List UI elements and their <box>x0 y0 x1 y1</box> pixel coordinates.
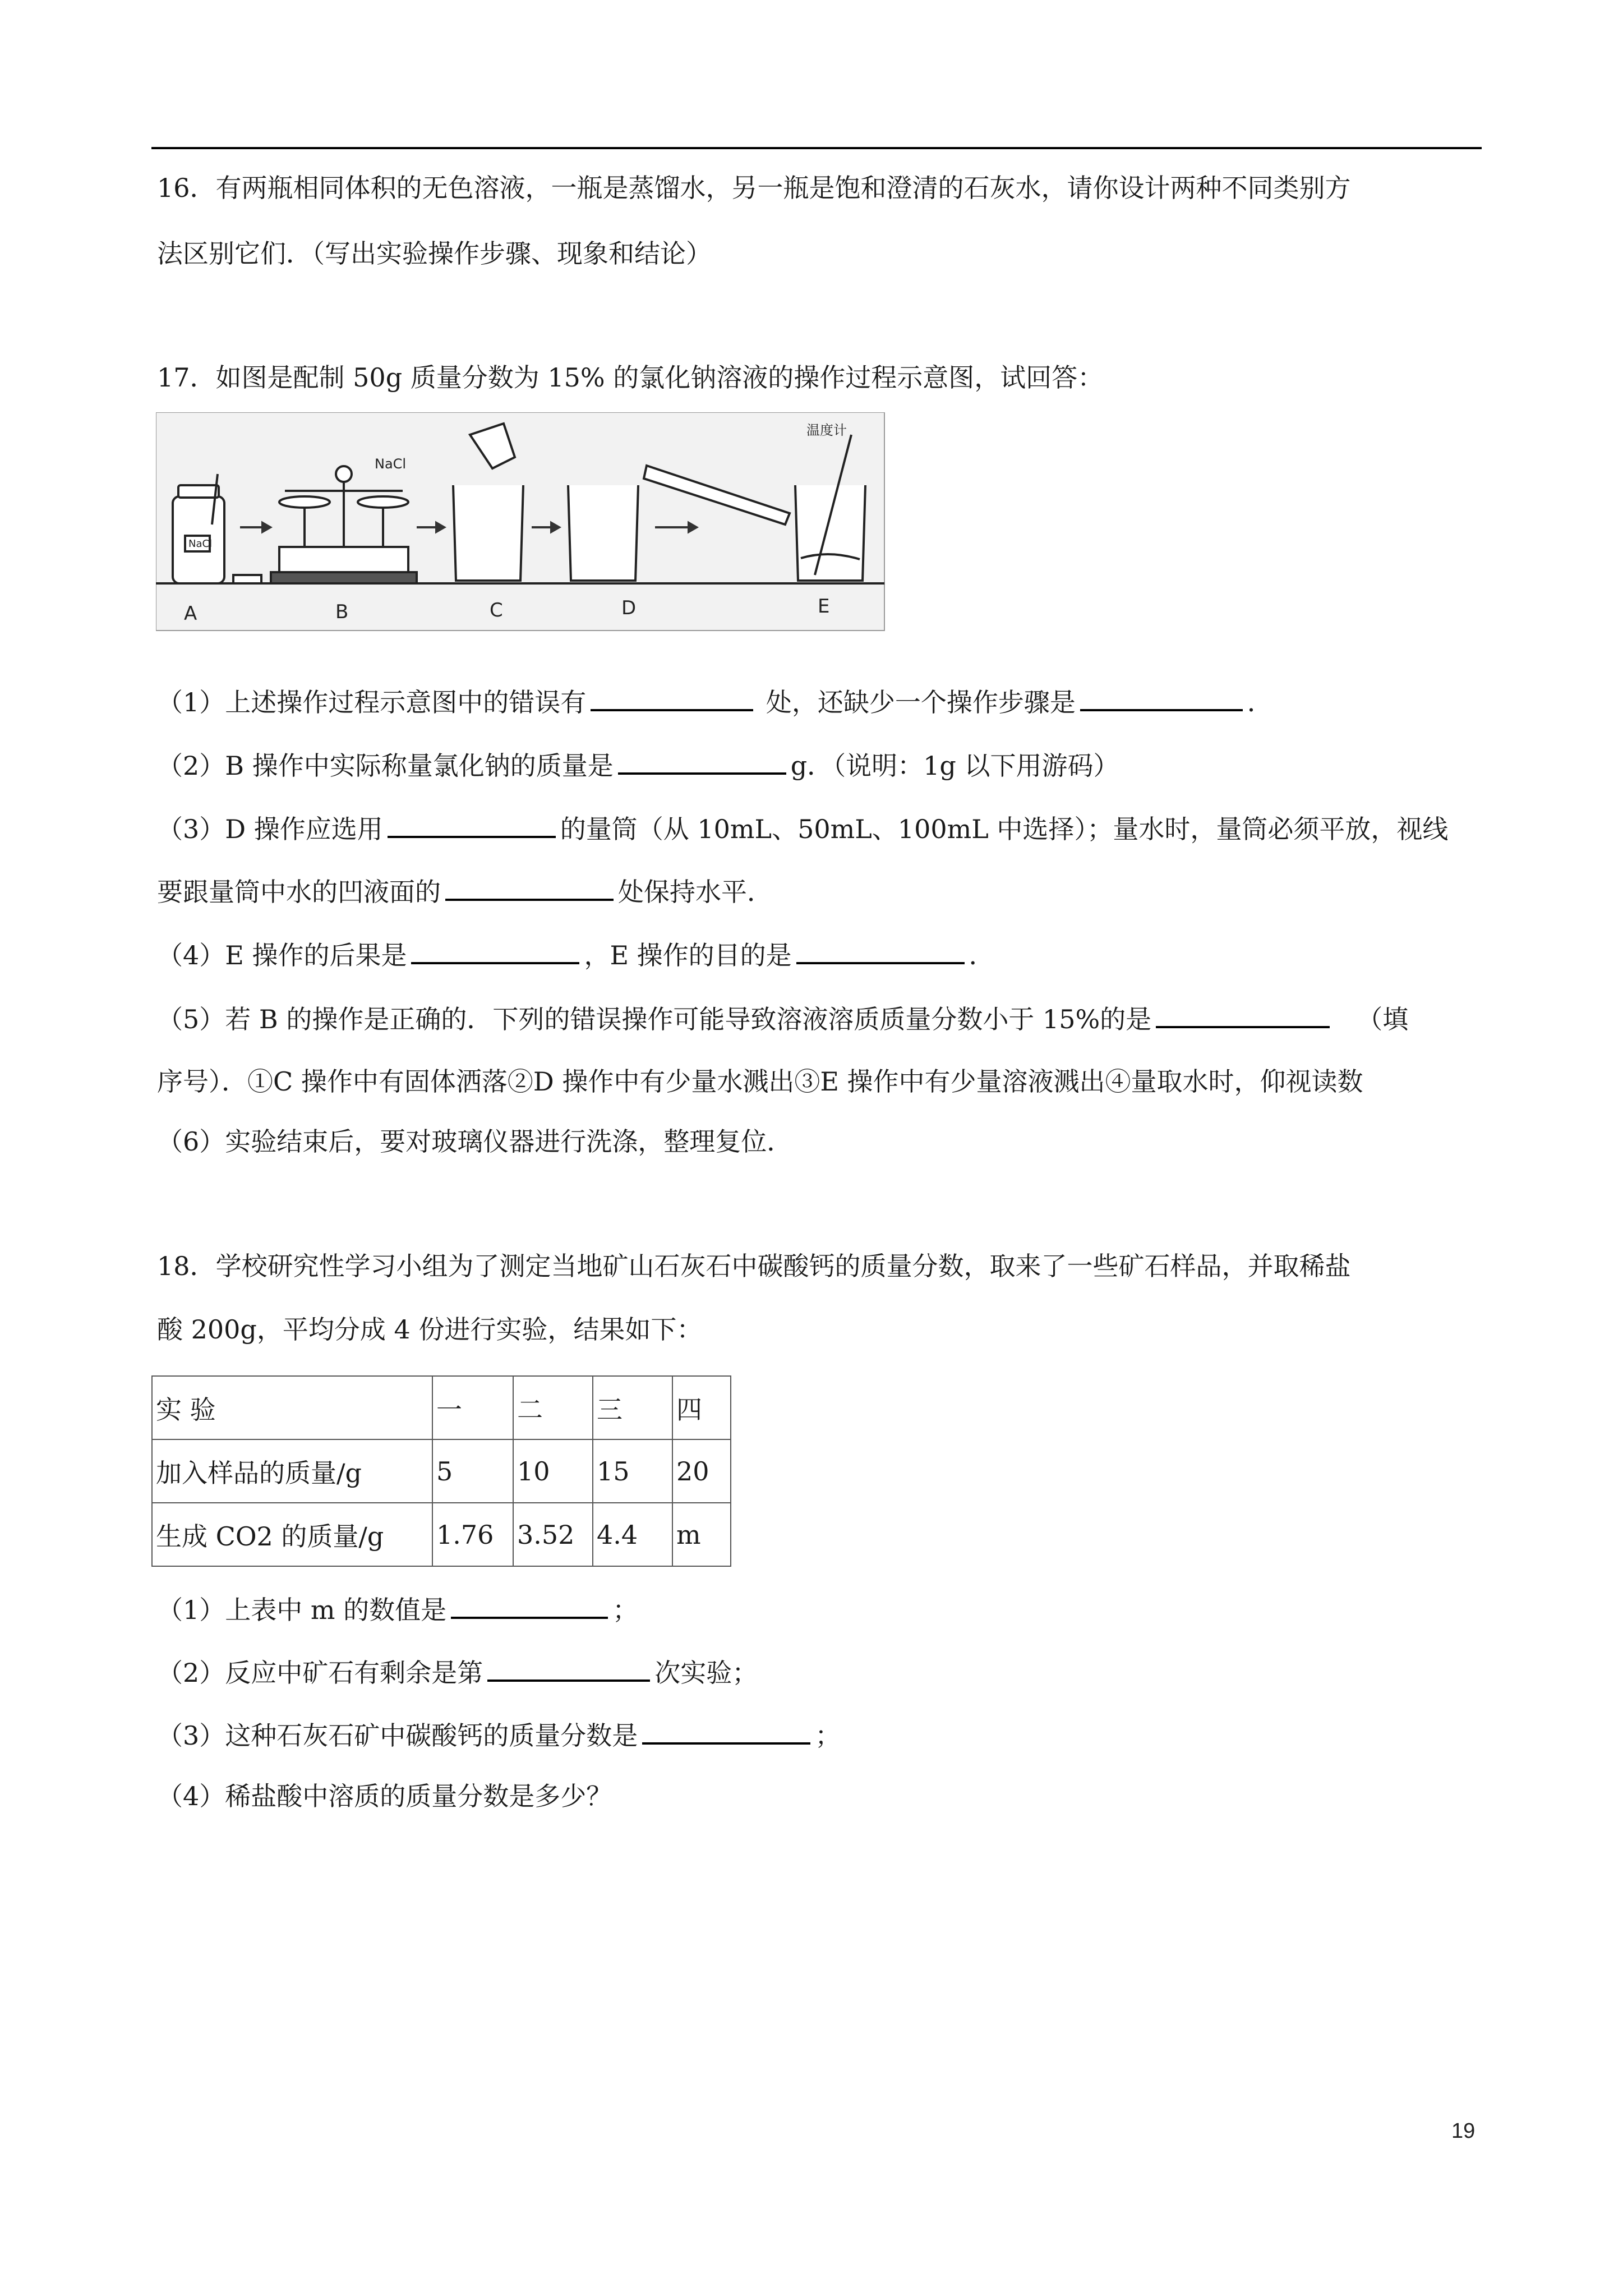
thermometer-label: 温度计 <box>806 422 847 438</box>
q18-sub-4: （4）稀盐酸中溶质的质量分数是多少？ <box>157 1781 612 1811</box>
table-cell: 15 <box>593 1439 672 1503</box>
q18-s2-text-b: 次实验； <box>654 1658 758 1688</box>
beaker-d <box>568 485 638 581</box>
blank-meniscus[interactable] <box>445 874 614 901</box>
q17-p3-text-a: （3）D 操作应选用 <box>157 814 383 844</box>
balance-nacl-label: NaCl <box>375 456 407 472</box>
step-label-b: B <box>335 601 349 623</box>
q17-part-3-cont <box>157 874 1492 909</box>
q17-p5-text-b: （填 <box>1357 1004 1409 1034</box>
q18-sub-1 <box>157 1592 1492 1627</box>
q17-part-4 <box>157 937 1492 972</box>
q17-p1-text-c: ． <box>1247 687 1273 717</box>
table-row <box>152 1503 731 1566</box>
table-cell: 二 <box>513 1376 593 1439</box>
q17-p3-text-c: 要跟量筒中水的凹液面的 <box>157 877 441 907</box>
blank-error-ops[interactable] <box>1156 1001 1330 1028</box>
q17-stem: 17．如图是配制 50g 质量分数为 15% 的氯化钠溶液的操作过程示意图，试回答： <box>157 362 1104 393</box>
q16-line-1: 16．有两瓶相同体积的无色溶液，一瓶是蒸馏水，另一瓶是饱和澄清的石灰水，请你设计两种不同类别方 <box>157 173 1351 203</box>
blank-errors[interactable] <box>591 684 753 711</box>
table-cell: 四 <box>672 1376 731 1439</box>
q17-p1-text-a: （1）上述操作过程示意图中的错误有 <box>157 687 587 717</box>
q17-part-5-cont: 序号）．①C 操作中有固体洒落②D 操作中有少量水溅出③E 操作中有少量溶液溅出④量取水时，仰视读数 <box>157 1066 1363 1097</box>
q16-line-2: 法区别它们．（写出实验操作步骤、现象和结论） <box>157 238 712 269</box>
q17-part-2 <box>157 748 1492 783</box>
jar-nacl-label: NaCl <box>188 538 213 550</box>
q17-p5-text-a: （5）若 B 的操作是正确的．下列的错误操作可能导致溶液溶质质量分数小于 15%的是 <box>157 1004 1152 1034</box>
q17-p4-text-b: ，E 操作的目的是 <box>584 940 792 970</box>
solution-preparation-figure <box>156 412 885 631</box>
blank-missing-step[interactable] <box>1080 684 1243 711</box>
q17-p1-text-b: 处，还缺少一个操作步骤是 <box>758 687 1076 717</box>
table-cell: 5 <box>432 1439 513 1503</box>
q18-line-1: 18．学校研究性学习小组为了测定当地矿山石灰石中碳酸钙的质量分数，取来了一些矿石样品，并取稀盐 <box>157 1251 1351 1281</box>
table-header-row <box>152 1376 731 1439</box>
table-cell: 生成 CO2 的质量/g <box>152 1503 432 1566</box>
table-cell: 20 <box>672 1439 731 1503</box>
q17-part-3 <box>157 811 1492 846</box>
step-label-d: D <box>621 597 637 619</box>
q17-p3-text-d: 处保持水平． <box>618 877 773 907</box>
q17-p4-text-a: （4）E 操作的后果是 <box>157 940 407 970</box>
q18-sub-2 <box>157 1655 1492 1690</box>
table-cell: m <box>672 1503 731 1566</box>
table-cell: 1.76 <box>432 1503 513 1566</box>
procedure-diagram <box>156 412 885 631</box>
step-label-c: C <box>490 599 503 622</box>
q18-sub-3 <box>157 1718 1492 1752</box>
blank-m-value[interactable] <box>451 1592 608 1619</box>
q18-s3-text-b: ； <box>815 1720 841 1751</box>
table-cell: 三 <box>593 1376 672 1439</box>
table-cell: 10 <box>513 1439 593 1503</box>
table-cell: 3.52 <box>513 1503 593 1566</box>
q18-line-2: 酸 200g，平均分成 4 份进行实验，结果如下： <box>157 1314 703 1345</box>
table-cell: 4.4 <box>593 1503 672 1566</box>
blank-e-purpose[interactable] <box>796 937 965 964</box>
blank-caco3-fraction[interactable] <box>642 1718 810 1745</box>
q17-p2-text-b: g．（说明：1g 以下用游码） <box>790 751 1119 781</box>
table-cell: 加入样品的质量/g <box>152 1439 432 1503</box>
q17-part-1 <box>157 684 1492 719</box>
table-cell: 一 <box>432 1376 513 1439</box>
step-label-a: A <box>184 602 197 625</box>
blank-e-consequence[interactable] <box>411 937 579 964</box>
header-rule <box>151 147 1482 149</box>
q17-part-5 <box>157 1001 1492 1036</box>
table-row <box>152 1439 731 1503</box>
step-label-e: E <box>818 595 830 618</box>
blank-cylinder-size[interactable] <box>388 811 556 838</box>
experiment-table <box>151 1375 731 1567</box>
q18-s1-text-a: （1）上表中 m 的数值是 <box>157 1595 447 1625</box>
blank-weighed-mass[interactable] <box>618 748 786 775</box>
blank-excess-trial[interactable] <box>487 1655 650 1682</box>
q18-s3-text-a: （3）这种石灰石矿中碳酸钙的质量分数是 <box>157 1720 638 1751</box>
page-number: 19 <box>1451 2119 1476 2143</box>
q17-p3-text-b: 的量筒（从 10mL、50mL、100mL 中选择）；量水时，量筒必须平放，视线 <box>560 814 1449 844</box>
table-cell: 实 验 <box>152 1376 432 1439</box>
q17-part-6: （6）实验结束后，要对玻璃仪器进行洗涤，整理复位． <box>157 1126 793 1157</box>
q18-s1-text-b: ； <box>612 1595 639 1625</box>
q17-p2-text-a: （2）B 操作中实际称量氯化钠的质量是 <box>157 751 614 781</box>
q17-p4-text-c: ． <box>969 940 995 970</box>
q18-s2-text-a: （2）反应中矿石有剩余是第 <box>157 1658 483 1688</box>
